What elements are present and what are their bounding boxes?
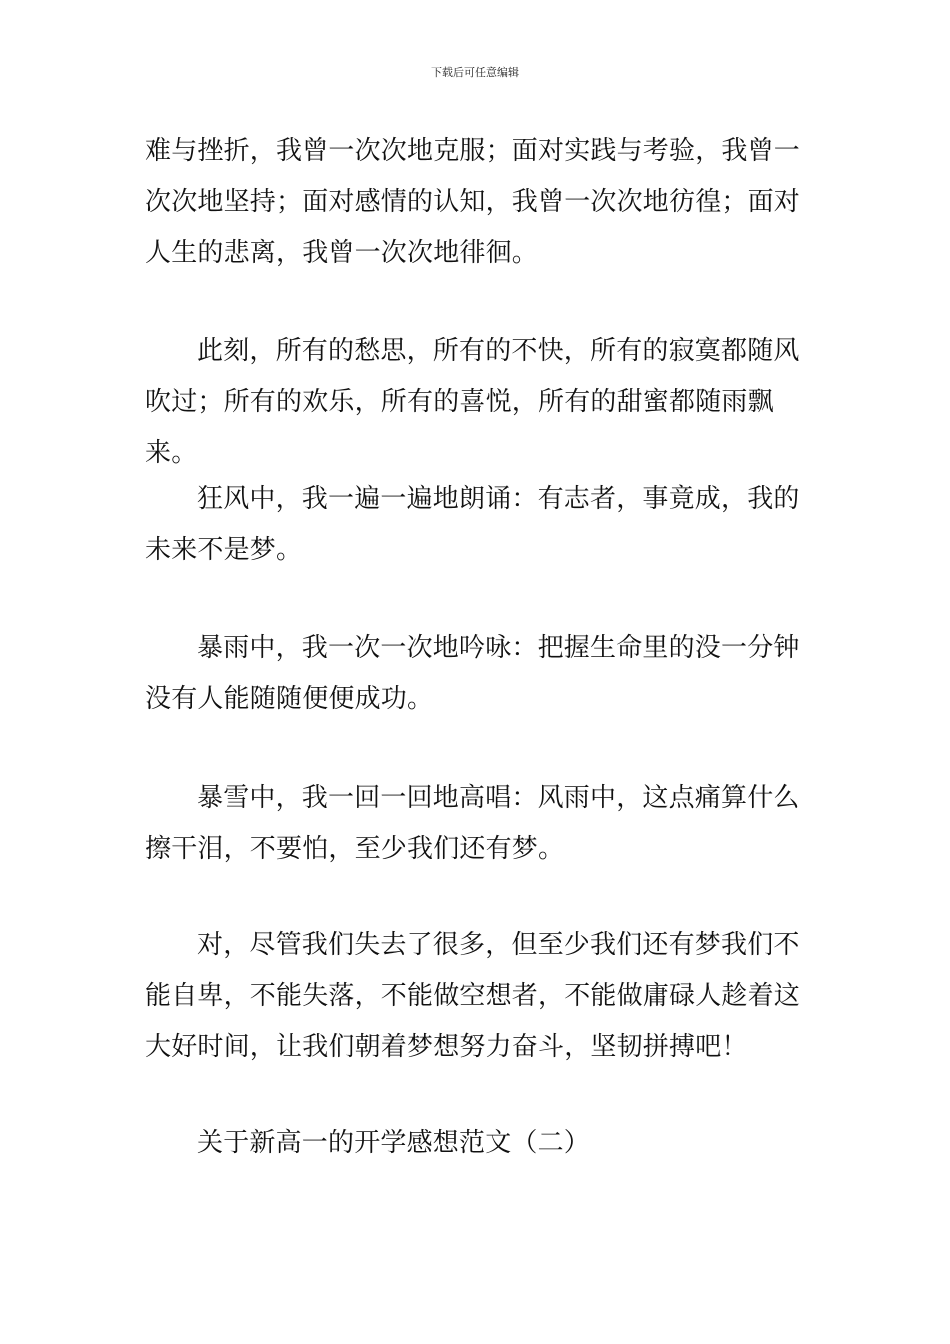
- paragraph-rain: 暴雨中，我一次一次地吟咏：把握生命里的没一分钟没有人能随随便便成功。: [145, 633, 800, 714]
- paragraph-moment: 此刻，所有的愁思，所有的不快，所有的寂寞都随风吹过；所有的欢乐，所有的喜悦，所有的甜蜜都随雨飘来。: [145, 336, 800, 468]
- paragraph-continuation: 难与挫折，我曾一次次地克服；面对实践与考验，我曾一次次地坚持；面对感情的认知，我曾一次次地彷徨；面对人生的悲离，我曾一次次地徘徊。: [145, 136, 801, 268]
- paragraph-snow: 暴雪中，我一回一回地高唱：风雨中，这点痛算什么擦干泪，不要怕，至少我们还有梦。: [145, 783, 800, 864]
- paragraph-wind: 狂风中，我一遍一遍地朗诵：有志者，事竟成，我的未来不是梦。: [145, 484, 800, 565]
- section-heading: 关于新高一的开学感想范文（二）: [197, 1128, 591, 1158]
- paragraph-dream: 对，尽管我们失去了很多，但至少我们还有梦我们不能自卑，不能失落，不能做空想者，不能做庸碌人趁着这大好时间，让我们朝着梦想努力奋斗，坚韧拼搏吧！: [145, 930, 801, 1062]
- page-header: 下载后可任意编辑: [431, 66, 519, 79]
